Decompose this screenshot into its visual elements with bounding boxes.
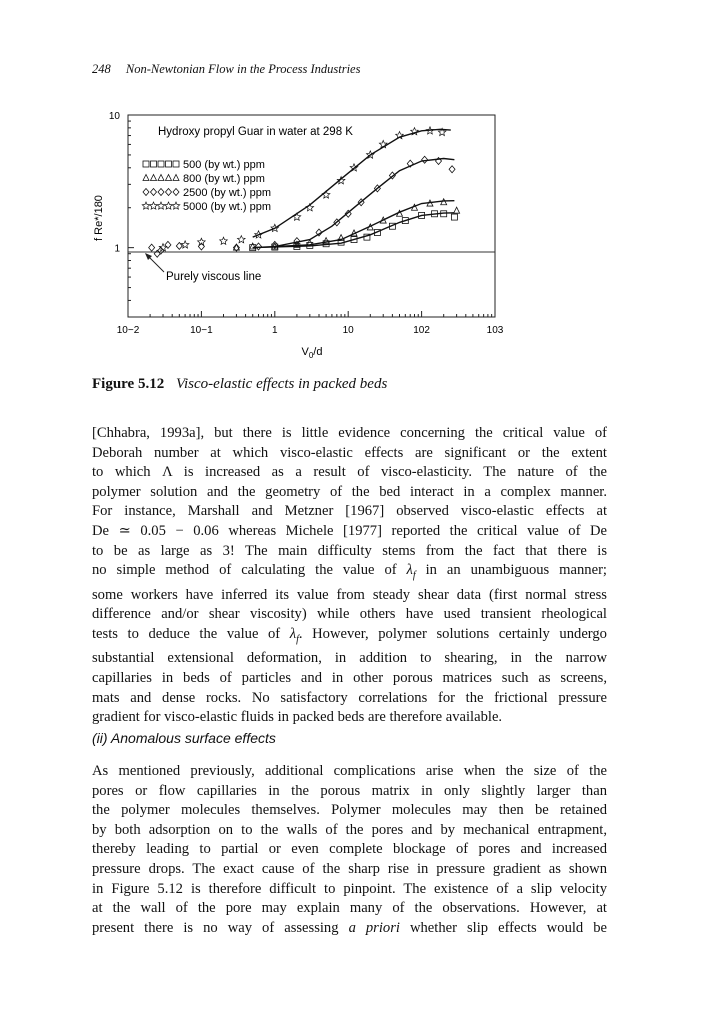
legend-entry-800: 800 (by wt.) ppm <box>183 173 265 185</box>
paragraph-1 <box>92 424 607 728</box>
chart-title: Hydroxy propyl Guar in water at 298 K <box>158 126 353 138</box>
legend-square-symbol <box>166 161 172 167</box>
figure-label: Figure 5.12 <box>92 376 165 392</box>
legend-diamond-symbol <box>143 189 149 196</box>
y-tick-label: 10 <box>108 111 120 122</box>
legend-star-symbol <box>157 202 165 209</box>
text-line: to be as large as 3! The main difficulty stems from the fact that there is <box>92 542 607 559</box>
text-line: As mentioned previously, additional complications arise when the size of the <box>92 763 607 779</box>
paragraph-2 <box>92 762 607 938</box>
star-data-point <box>198 238 206 245</box>
text-line: at the wall of the pore may explain many of the observations. However, at <box>92 900 607 917</box>
text-line: in Figure 5.12 is therefore difficult to pinpoint. The existence of a slip velocity <box>92 880 607 897</box>
fit-curves <box>253 129 455 247</box>
legend-diamond-symbol <box>166 189 172 196</box>
star-data-point <box>159 244 167 251</box>
legend-square-symbol <box>158 161 164 167</box>
text-line: [Chhabra, 1993a], but there is little evidence concerning the critical value of <box>92 425 607 441</box>
text-line: no simple method of calculating the value of $\lambda_f$ in an unambiguous manner; <box>92 562 607 582</box>
star-data-point <box>181 241 189 248</box>
text-line: by both adsorption on to the walls of the pores and by mechanical entrapment, <box>92 821 607 838</box>
x-tick-label: 10−2 <box>116 325 140 336</box>
legend-triangle-symbol <box>166 175 172 181</box>
text-line: some workers have inferred its value from steady shear data (first normal stress <box>92 586 607 603</box>
legend-diamond-symbol <box>173 189 179 196</box>
legend-diamond-symbol <box>151 189 157 196</box>
x-tick-label: 10 <box>342 325 354 336</box>
x-axis-label: $V_0/d$ <box>301 346 323 360</box>
star-data-point <box>337 177 345 184</box>
diamond-data-point <box>149 244 155 251</box>
legend <box>142 159 271 213</box>
legend-star-symbol <box>172 202 180 209</box>
y-tick-label: 1 <box>114 243 120 255</box>
page-number: 248 <box>92 62 111 76</box>
text-line: difference and/or shear viscosity) while others have used transient rheological <box>92 606 607 623</box>
legend-triangle-symbol <box>143 175 149 181</box>
legend-diamond-symbol <box>158 189 164 196</box>
star-data-point <box>220 237 228 244</box>
section-subheading: (ii) Anomalous surface effects <box>92 730 276 746</box>
text-line: the polymer molecules themselves. Polymer molecules may then be retained <box>92 802 607 819</box>
text-line: De ≃ 0.05 − 0.06 whereas Michele [1977] reported the critical value of De <box>92 522 607 539</box>
legend-square-symbol <box>143 161 149 167</box>
running-header <box>92 62 360 77</box>
star-data-point <box>379 140 387 147</box>
diamond-data-point <box>154 250 160 257</box>
figure-5-12-chart <box>90 100 510 370</box>
legend-entry-500: 500 (by wt.) ppm <box>183 159 265 171</box>
plot-frame <box>128 115 495 317</box>
text-line: substantial extensional deformation, in addition to shearing, in the narrow <box>92 650 607 667</box>
legend-triangle-symbol <box>158 175 164 181</box>
annotation-purely-viscous: Purely viscous line <box>166 271 262 283</box>
x-axis-ticks <box>117 311 504 336</box>
diamond-data-point <box>256 243 262 250</box>
text-line: to which Λ is increased as a result of visco-elasticity. The nature of the <box>92 464 607 481</box>
book-title: Non-Newtonian Flow in the Process Industries <box>125 62 361 76</box>
figure-caption-text: Visco-elastic effects in packed beds <box>175 376 388 392</box>
square-data-point <box>451 214 457 220</box>
figure-caption <box>92 376 387 393</box>
legend-triangle-symbol <box>151 175 157 181</box>
triangle-data-point <box>454 207 460 213</box>
star-data-point <box>396 132 404 139</box>
text-line: capillaries in beds of particles and in other porous matrices such as screens, <box>92 669 607 686</box>
x-tick-label: 10−1 <box>190 325 213 336</box>
fit-curve <box>253 129 451 237</box>
legend-star-symbol <box>165 202 173 209</box>
legend-square-symbol <box>151 161 157 167</box>
diamond-data-point <box>449 166 455 173</box>
y-axis-label: f Re*/180 <box>93 195 105 241</box>
legend-star-symbol <box>150 202 158 209</box>
legend-square-symbol <box>173 161 179 167</box>
legend-triangle-symbol <box>173 175 179 181</box>
text-line: tests to deduce the value of $\lambda_f$. However, polymer solutions certainly undergo <box>92 625 607 645</box>
x-tick-label: 103 <box>486 325 504 336</box>
legend-entry-5000: 5000 (by wt.) ppm <box>183 201 272 213</box>
legend-star-symbol <box>142 202 150 209</box>
text-line: gradient for visco-elastic fluids in packed beds are therefore available. <box>92 709 503 726</box>
x-tick-label: 102 <box>413 325 430 336</box>
text-line: thereby leading to partial or even complete blockage of pores and increased <box>92 841 607 858</box>
text-line: present there is no way of assessing a priori whether slip effects would be <box>92 919 608 936</box>
text-line: polymer solution and the geometry of the bed interact in a complex manner. <box>92 483 607 500</box>
text-line: pores or flow capillaries in the porous matrix in only slightly larger than <box>92 782 607 799</box>
legend-entry-2500: 2500 (by wt.) ppm <box>183 187 272 199</box>
x-tick-label: 1 <box>272 325 278 336</box>
y-axis-ticks <box>109 111 134 317</box>
text-line: mats and dense rocks. No satisfactory correlations for the frictional pressure <box>92 689 607 706</box>
text-line: pressure drops. The exact cause of the sharp rise in pressure gradient as shown <box>92 860 607 877</box>
star-data-point <box>238 236 246 243</box>
text-line: For instance, Marshall and Metzner [1967] observed visco-elastic effects at <box>92 503 607 520</box>
text-line: Deborah number at which visco-elastic effects are significant or the extent <box>92 444 607 461</box>
